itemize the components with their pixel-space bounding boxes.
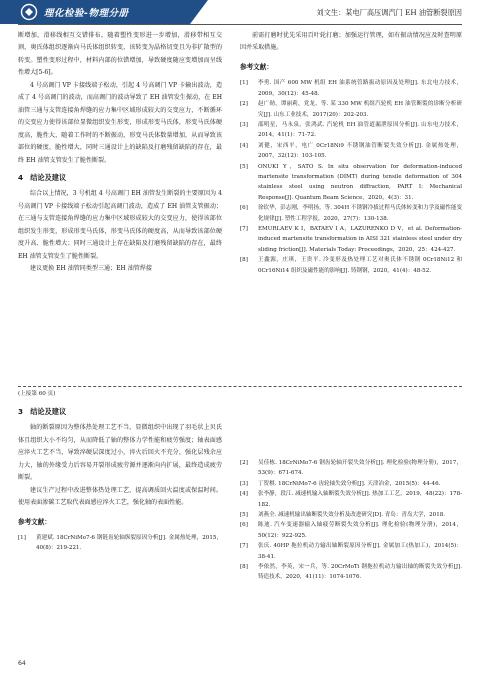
reference-text: 李勇. 国产 600 MW 机组 EH 油系统管路振动原因及处理[J]. 东北电力技术，2009，30(12)：45-48. (258, 80, 462, 97)
reference-text: 邵明星，马永泉，张鸿武. 汽轮机 EH 油管道漏泄原因分析[J]. 山东电力技术，2014，41(1)：71-72. (258, 121, 462, 139)
reference-text: 徐钦华，彭志刚，李明扬，等. 304H 不锈钢冷拔过程马氏体转变和力学及磁性能变化规律[J]. 塑性工程学报，2020，27(7)：130-138. (258, 205, 462, 222)
references-heading: 参考文献： (18, 517, 51, 526)
reference-item (240, 141, 462, 162)
reference-text: 刘燕全. 减速机输出轴断裂失效分析及改进研究[D]. 青岛：青岛大学，2018. (258, 512, 446, 519)
reference-text: 丁贺棋. 18CrNiMo7-6 齿轮轴失效分析[J]. 天津冶金，2015(5)：44-46. (258, 480, 441, 487)
reference-list (240, 458, 462, 583)
reference-text: ONUKI Y，SATO S. In situ observation for deformation-induced martensite transformation (DIMT) during tensile deformation of 304 stainless steel using neutron diffraction, PART I: Mechanical Response[J]. Quantum Beam Science，2020，4(3)：31. (258, 163, 462, 201)
reference-number: [2] (240, 460, 248, 466)
reference-text: 赵广勋，谭丽莉，党龙，等. 某 330 MW 机组汽轮机 EH 油管断裂的诊断分析研究[J]. 山东工业技术，2017(20)：202-203. (258, 101, 462, 118)
reference-item (240, 489, 462, 510)
reference-number: [4] (240, 491, 248, 498)
reference-number: [5] (240, 512, 248, 519)
paragraph: 建议生产过程中改进整体热处理工艺，提高调质回火温度或保温时间。使用表面渗碳工艺取代表面感应淬火工艺，强化轴的表面性能。 (18, 486, 222, 507)
reference-item (240, 203, 462, 224)
right-column-top (240, 30, 462, 276)
reference-number: [2] (240, 101, 248, 108)
reference-item (240, 562, 462, 583)
paragraph: 建议更换 EH 油管同类型三通；EH 油管焊接 (30, 265, 152, 273)
reference-number: [1] (240, 80, 248, 87)
reference-item (240, 255, 462, 276)
reference-text: EMURLAEV K I，BATAEV I A，LAZURENKO D V，et al. Deformation-induced martensite transformation in AISI 321 stainless steel under dry sliding friction[J]. Materials Today: Proceedings，2020，25：424-427. (258, 226, 462, 253)
reference-text: 张庆. 40HP 拖拉机动力输出轴断裂原因分析[J]. 金属加工(热加工)，2014(5)：38-41. (258, 543, 462, 560)
reference-text: 黄建斌. 18CrNiMo7-6 钢链齿轮轴纵裂原因分析[J]. 金属热处理，2015，40(8)：219-221. (36, 535, 222, 552)
reference-number: [5] (240, 163, 248, 170)
reference-list (240, 78, 462, 276)
reference-list (18, 533, 222, 554)
page-number: 64 (18, 660, 26, 667)
left-column-top (18, 30, 222, 276)
reference-number: [3] (240, 480, 248, 487)
section-heading: 4 结论及建议 (18, 172, 67, 182)
right-column-bottom (240, 400, 462, 583)
reference-item (240, 510, 462, 520)
journal-logo-icon (20, 3, 38, 21)
reference-item (240, 162, 462, 204)
reference-number: [7] (240, 226, 248, 233)
reference-number: [8] (240, 257, 248, 264)
reference-text: 王鑫源，庄琪，王贵平. 冷变形及热处理工艺对奥氏体不锈钢 0Cr18Ni12 和 0Cr16Ni14 组织及磁性能的影响[J]. 铸钢钢，2020，41(4)：48-52. (258, 257, 462, 274)
reference-number: [6] (240, 205, 248, 212)
journal-logo-slant (190, 0, 208, 24)
page-header (0, 0, 480, 24)
paragraph: 4 号高调门 VP 卡接线端子松动，引起 4 号高调门 VP 卡输出波动，造成了 4 号高调门的波动，而高调门的波动导致了 EH 油管发生振动，在 EH 油管三通与支管连接角焊缝的应力集中区域形成较大的交变应力，不断循环的交变应力使得该部位显微组织发生形变，形成形变马氏体，形变马氏体硬度高，脆性大，随着工作时的不断振动，形变马氏体数量增加，从而导致该部位的硬度、脆性增大，同时三通设计上的缺陷及打磨残留缺陷的存在，最终 EH 油管支管发生了脆性断裂。 (18, 81, 222, 164)
continued-from-caption: (上接第 60 页) (18, 391, 56, 397)
reference-item (240, 520, 462, 541)
reference-item (240, 120, 462, 141)
reference-item (240, 541, 462, 562)
paragraph: 轴的断裂原因为整体热处理工艺不当，显微组织中出现了羽毛状上贝氏体且组织大小不均匀，从而降低了轴的整体力学性能和疲劳强度；轴表面感应淬火工艺不当，导致淬硬层深度过小，淬火后回火不充分，强化层残余应力大，轴的外缘受力后容易开裂形成疲劳源并逐渐向内扩展，最终造成疲劳断裂。 (18, 424, 222, 482)
reference-text: 张李静，段江. 减速机输入轴断裂失效分析[J]. 热加工工艺，2019，48(22)：178-182. (258, 491, 462, 508)
reference-item (240, 78, 462, 99)
references-heading: 参考文献： (240, 62, 273, 71)
reference-item (18, 533, 222, 554)
reference-number: [1] (18, 535, 26, 542)
reference-item (240, 479, 462, 489)
reference-number: [6] (240, 522, 248, 529)
left-column-bottom (18, 400, 222, 554)
reference-text: 李依然，李英，宋一兵，等. 20CrMoTi 钢拖拉机动力输出轴的断裂失效分析[J]. 铸造技术，2020，41(11)：1074-1076. (258, 564, 462, 581)
running-title: 刘文生：某电厂高压调汽门 EH 油管断裂原因 (316, 8, 462, 17)
reference-item (240, 99, 462, 120)
reference-text: 陈迪. 汽车变速器输入轴疲劳断裂失效分析[J]. 理化检验(物理分册)，2014，50(12)：922-925. (258, 522, 462, 539)
paragraph: 前需打磨时优先采用百叶轮打磨；加强运行管理，如有振动情况应及时查明原因并采取措施。 (240, 32, 462, 52)
reference-text: 刘健，宋西平，电广 0Cr18Ni9 不锈钢油管断裂失效分析[J]. 金属热处理，2007，32(12)：103-105. (258, 142, 462, 160)
reference-number: [4] (240, 142, 248, 149)
article-divider (18, 386, 462, 387)
paragraph: 断增加，滑移线相互交错排布，随着塑性变形进一步增加，滑移带相互交割，奥氏体组织逐渐向马氏体组织转变，该转变为晶格切变且为非扩散型的转变。塑性变形过程中，材料内部的位错增加，导致硬度随应变增加而呈线性增大[5-6]。 (18, 32, 222, 77)
reference-item (240, 224, 462, 255)
reference-number: [3] (240, 121, 248, 128)
journal-logo-text: 理化检验-物理分册 (44, 8, 129, 19)
reference-item (240, 458, 462, 479)
header-rule (18, 24, 462, 25)
reference-text: 吴佳栋. 18CrNiMo7-6 钢齿轮轴开裂失效分析[J]. 理化检验(物理分册)，2017，53(9)：671-674. (258, 460, 462, 477)
section-heading: 3 结论及建议 (18, 407, 67, 416)
paragraph: 综合以上情况，3 号机组 4 号高调门 EH 油管发生断裂的主要原因为 4 号高调门 VP 卡接线端子松动引起高调门波动，造成了 EH 油管支管振动；在三通与支管连接角焊缝的应力集中区域形成较大的交变应力，使得该部位组织发生形变，形成形变马氏体，形变马氏体的硬度高，从而导致该部位硬度升高、脆性增大；同时三通设计上存在缺陷及打磨残留缺陷的存在，最终 EH 油管支管发生了脆性断裂。 (18, 190, 222, 260)
reference-number: [8] (240, 564, 248, 571)
reference-number: [7] (240, 543, 248, 550)
